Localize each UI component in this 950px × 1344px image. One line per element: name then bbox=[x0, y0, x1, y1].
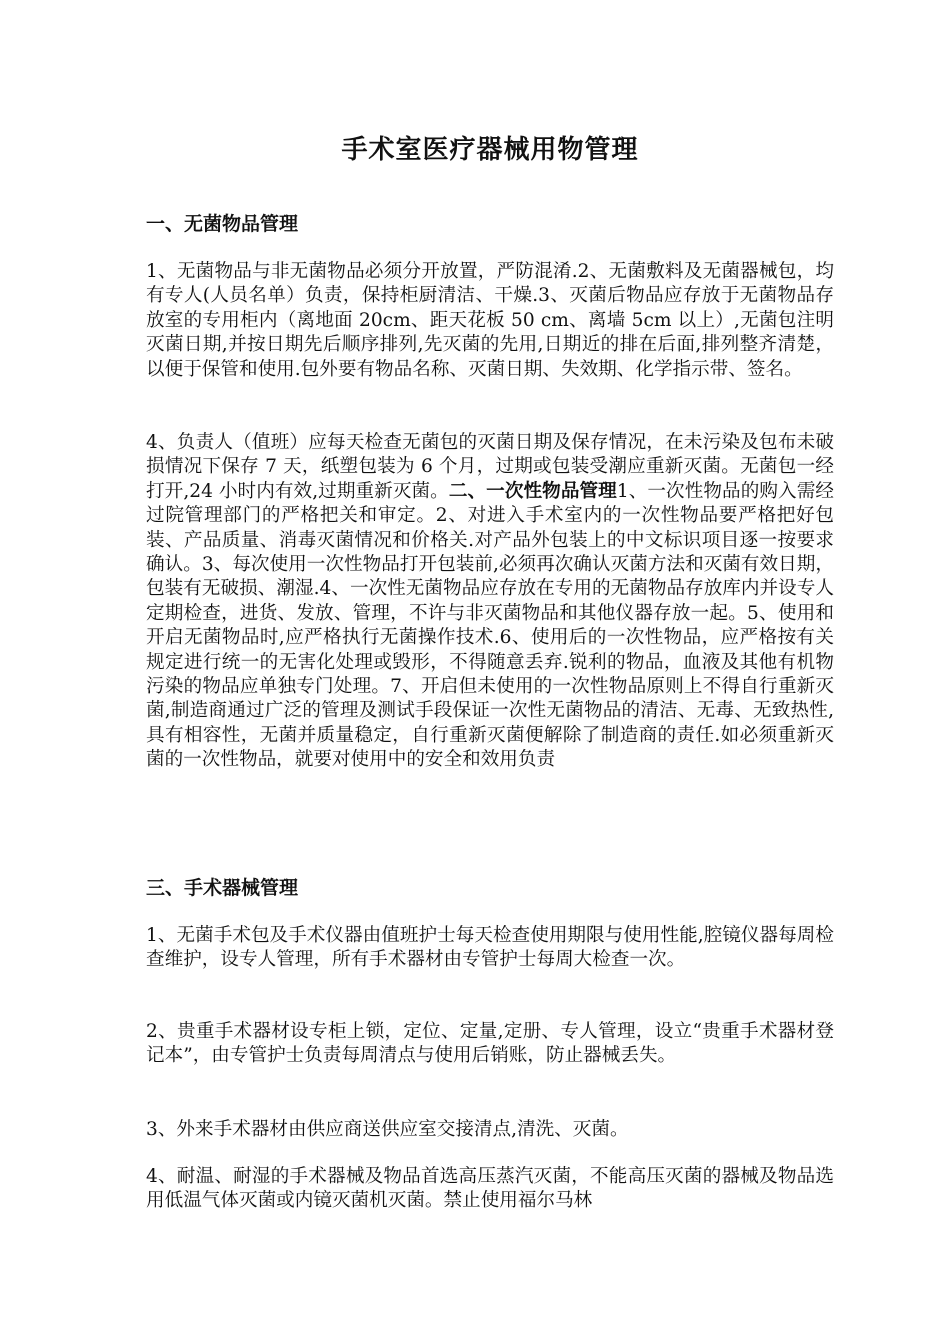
paragraph-instruments-2: 2、贵重手术器材设专柜上锁，定位、定量,定册、专人管理，设立“贵重手术器材登记本”，由专管护士负责每周清点与使用后销账，防止器械丢失。 bbox=[146, 1021, 834, 1067]
section-heading-disposable-items: 二、一次性物品管理 bbox=[448, 480, 617, 502]
section-heading-surgical-instruments: 三、手术器械管理 bbox=[146, 877, 299, 899]
paragraph-sterile-items-1: 1、无菌物品与非无菌物品必须分开放置，严防混淆.2、无菌敷料及无菌器械包，均有专人(人员名单）负责，保持柜厨清洁、干燥.3、灭菌后物品应存放于无菌物品存放室的专用柜内（离地面 20cm、距天花板 50 cm、离墙 5cm 以上）,无菌包注明灭菌日期,并按日期先后顺序排列,先灭菌的先用,日期近的排在后面,排列整齐清楚，以便于保管和使用.包外要有物品名称、灭菌日期、失效期、化学指示带、签名。 bbox=[146, 261, 834, 380]
section-heading-sterile-items: 一、无菌物品管理 bbox=[146, 213, 299, 235]
paragraph-disposable-items: 1、一次性物品的购入需经过院管理部门的严格把关和审定。2、对进入手术室内的一次性物品要严格把好包装、产品质量、消毒灭菌情况和价格关.对产品外包装上的中文标识项目逐一按要求确认。3、每次使用一次性物品打开包装前,必须再次确认灭菌方法和灭菌有效日期，包装有无破损、潮湿.4、一次性无菌物品应存放在专用的无菌物品存放库内并设专人定期检查，进货、发放、管理，不许与非灭菌物品和其他仪器存放一起。5、使用和开启无菌物品时,应严格执行无菌操作技术.6、使用后的一次性物品，应严格按有关规定进行统一的无害化处理或毁形，不得随意丢弃.锐利的物品，血液及其他有机物污染的物品应单独专门处理。7、开启但未使用的一次性物品原则上不得自行重新灭菌,制造商通过广泛的管理及测试手段保证一次性无菌物品的清洁、无毒、无致热性,具有相容性，无菌并质量稳定，自行重新灭菌便解除了制造商的责任.如必须重新灭菌的一次性物品，就要对使用中的安全和效用负责 bbox=[146, 480, 834, 771]
paragraph-instruments-1: 1、无菌手术包及手术仪器由值班护士每天检查使用期限与使用性能,腔镜仪器每周检查维护，设专人管理，所有手术器材由专管护士每周大检查一次。 bbox=[146, 925, 834, 971]
paragraph-instruments-3: 3、外来手术器材由供应商送供应室交接清点,清洗、灭菌。 bbox=[146, 1119, 629, 1140]
paragraph-sterile-items-2 bbox=[146, 431, 834, 773]
paragraph-sterile-items-2-text: 4、负责人（值班）应每天检查无菌包的灭菌日期及保存情况，在未污染及包布未破损情况下保存 7 天，纸塑包装为 6 个月，过期或包装受潮应重新灭菌。无菌包一经打开,24 小时内有效,过期重新灭菌。 bbox=[146, 432, 834, 502]
document-title: 手术室医疗器械用物管理 bbox=[341, 135, 639, 165]
paragraph-instruments-4: 4、耐温、耐湿的手术器械及物品首选高压蒸汽灭菌，不能高压灭菌的器械及物品选用低温气体灭菌或内镜灭菌机灭菌。禁止使用福尔马林 bbox=[146, 1166, 834, 1212]
